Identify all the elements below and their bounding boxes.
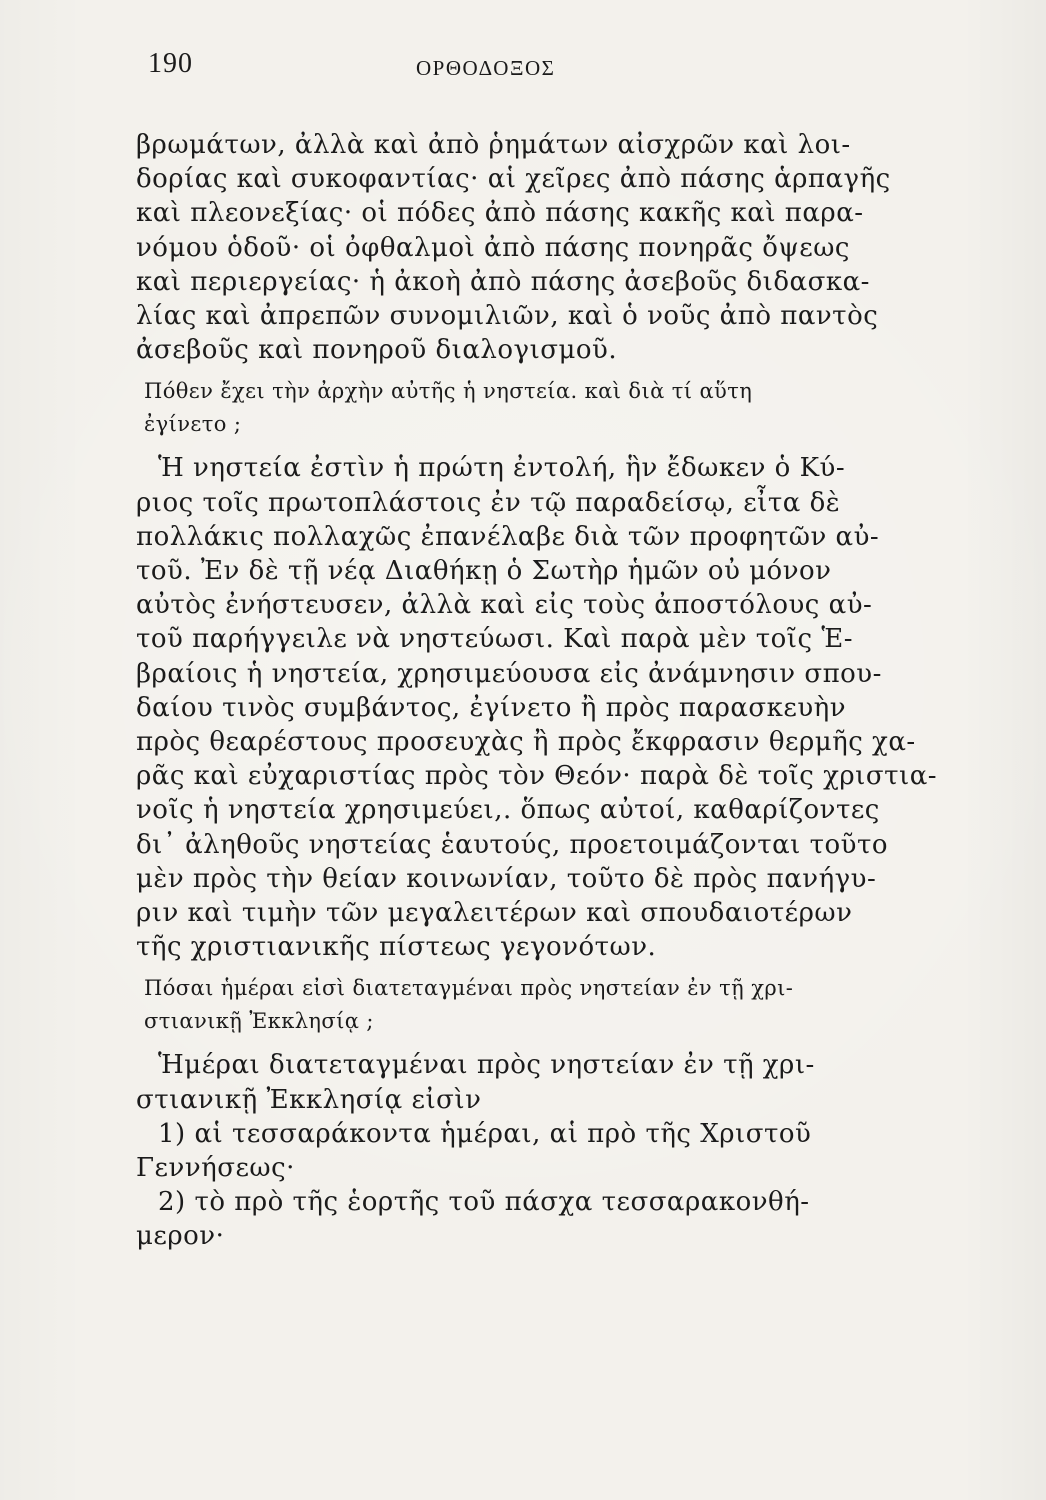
text-line: καὶ περιεργείας· ἡ ἀκοὴ ἀπὸ πάσης ἀσεβοῦς διδασκα- xyxy=(136,266,870,297)
answer-line: νοῖς ἡ νηστεία χρησιμεύει,. ὅπως αὐτοί, καθαρίζοντες xyxy=(136,795,880,826)
answer-line: πολλάκις πολλαχῶς ἐπανέλαβε διὰ τῶν προφητῶν αὐ- xyxy=(136,521,880,552)
question-2 xyxy=(136,972,884,1038)
answer-line: δι᾽ ἀληθοῦς νηστείας ἑαυτούς, προετοιμάζονται τοῦτο xyxy=(136,829,888,860)
answer-line: 1) αἱ τεσσαράκοντα ἡμέραι, αἱ πρὸ τῆς Χριστοῦ xyxy=(158,1118,812,1149)
answer-1 xyxy=(136,451,938,964)
answer-line: στιανικῇ Ἐκκλησίᾳ εἰσὶν xyxy=(136,1084,482,1115)
main-text-block xyxy=(136,128,938,1254)
text-line: ἀσεβοῦς καὶ πονηροῦ διαλογισμοῦ. xyxy=(136,335,618,366)
answer-line: ριος τοῖς πρωτοπλάστοις ἐν τῷ παραδείσῳ, εἶτα δὲ xyxy=(136,487,841,518)
page-number: 190 xyxy=(148,48,193,79)
text-line: λίας καὶ ἀπρεπῶν συνομιλιῶν, καὶ ὁ νοῦς ἀπὸ παντὸς xyxy=(136,301,879,332)
answer-line: τοῦ. Ἐν δὲ τῇ νέᾳ Διαθήκῃ ὁ Σωτὴρ ἡμῶν οὐ μόνον xyxy=(136,556,832,587)
answer-2 xyxy=(136,1048,884,1253)
answer-line: ριν καὶ τιμὴν τῶν μεγαλειτέρων καὶ σπουδαιοτέρων xyxy=(136,898,853,929)
answer-line: Ἡμέραι διατεταγμέναι πρὸς νηστείαν ἐν τῇ χρι- xyxy=(158,1050,815,1081)
answer-line: Γεννήσεως· xyxy=(136,1153,295,1184)
answer-line: τῆς χριστιανικῆς πίστεως γεγονότων. xyxy=(136,932,657,963)
answer-line: τοῦ παρήγγειλε νὰ νηστεύωσι. Καὶ παρὰ μὲν τοῖς Ἑ- xyxy=(136,624,853,655)
answer-line: βραίοις ἡ νηστεία, χρησιμεύουσα εἰς ἀνάμνησιν σπου- xyxy=(136,658,882,689)
running-head xyxy=(148,48,896,88)
answer-line: πρὸς θεαρέστους προσευχὰς ἢ πρὸς ἔκφρασιν θερμῆς χα- xyxy=(136,727,916,758)
answer-line: ρᾶς καὶ εὐχαριστίας πρὸς τὸν Θεόν· παρὰ δὲ τοῖς χριστια- xyxy=(136,761,938,792)
answer-line: 2) τὸ πρὸ τῆς ἑορτῆς τοῦ πάσχα τεσσαρακονθή- xyxy=(158,1187,810,1218)
answer-line: αὐτὸς ἐνήστευσεν, ἀλλὰ καὶ εἰς τοὺς ἀποστόλους αὐ- xyxy=(136,590,873,621)
text-line: βρωμάτων, ἀλλὰ καὶ ἀπὸ ῥημάτων αἰσχρῶν καὶ λοι- xyxy=(136,130,851,160)
answer-line: δαίου τινὸς συμβάντος, ἐγίνετο ἢ πρὸς παρασκευὴν xyxy=(136,692,847,723)
question-line: Πόσαι ἡμέραι εἰσὶ διατεταγμέναι πρὸς νηστείαν ἐν τῇ χρι- xyxy=(144,976,794,1001)
answer-line: μὲν πρὸς τὴν θείαν κοινωνίαν, τοῦτο δὲ πρὸς πανήγυ- xyxy=(136,863,877,894)
text-line: νόμου ὁδοῦ· οἱ ὀφθαλμοὶ ἀπὸ πάσης πονηρᾶς ὄψεως xyxy=(136,232,850,263)
running-title: ΟΡΘΟΔΟΞΟΣ xyxy=(416,56,556,80)
answer-line: Ἡ νηστεία ἐστὶν ἡ πρώτη ἐντολή, ἣν ἔδωκεν ὁ Κύ- xyxy=(158,453,846,484)
answer-line: μερον· xyxy=(136,1221,225,1252)
text-line: δορίας καὶ συκοφαντίας· αἱ χεῖρες ἀπὸ πάσης ἁρπαγῆς xyxy=(136,164,891,195)
question-line: στιανικῇ Ἐκκλησίᾳ ; xyxy=(144,1009,374,1034)
intro-paragraph xyxy=(136,128,891,367)
text-line: καὶ πλεονεξίας· οἱ πόδες ἀπὸ πάσης κακῆς καὶ παρα- xyxy=(136,198,864,229)
question-1 xyxy=(136,375,884,441)
question-line: Πόθεν ἔχει τὴν ἀρχὴν αὐτῆς ἡ νηστεία. καὶ διὰ τί αὕτη xyxy=(144,379,753,404)
question-line: ἐγίνετο ; xyxy=(144,412,242,437)
